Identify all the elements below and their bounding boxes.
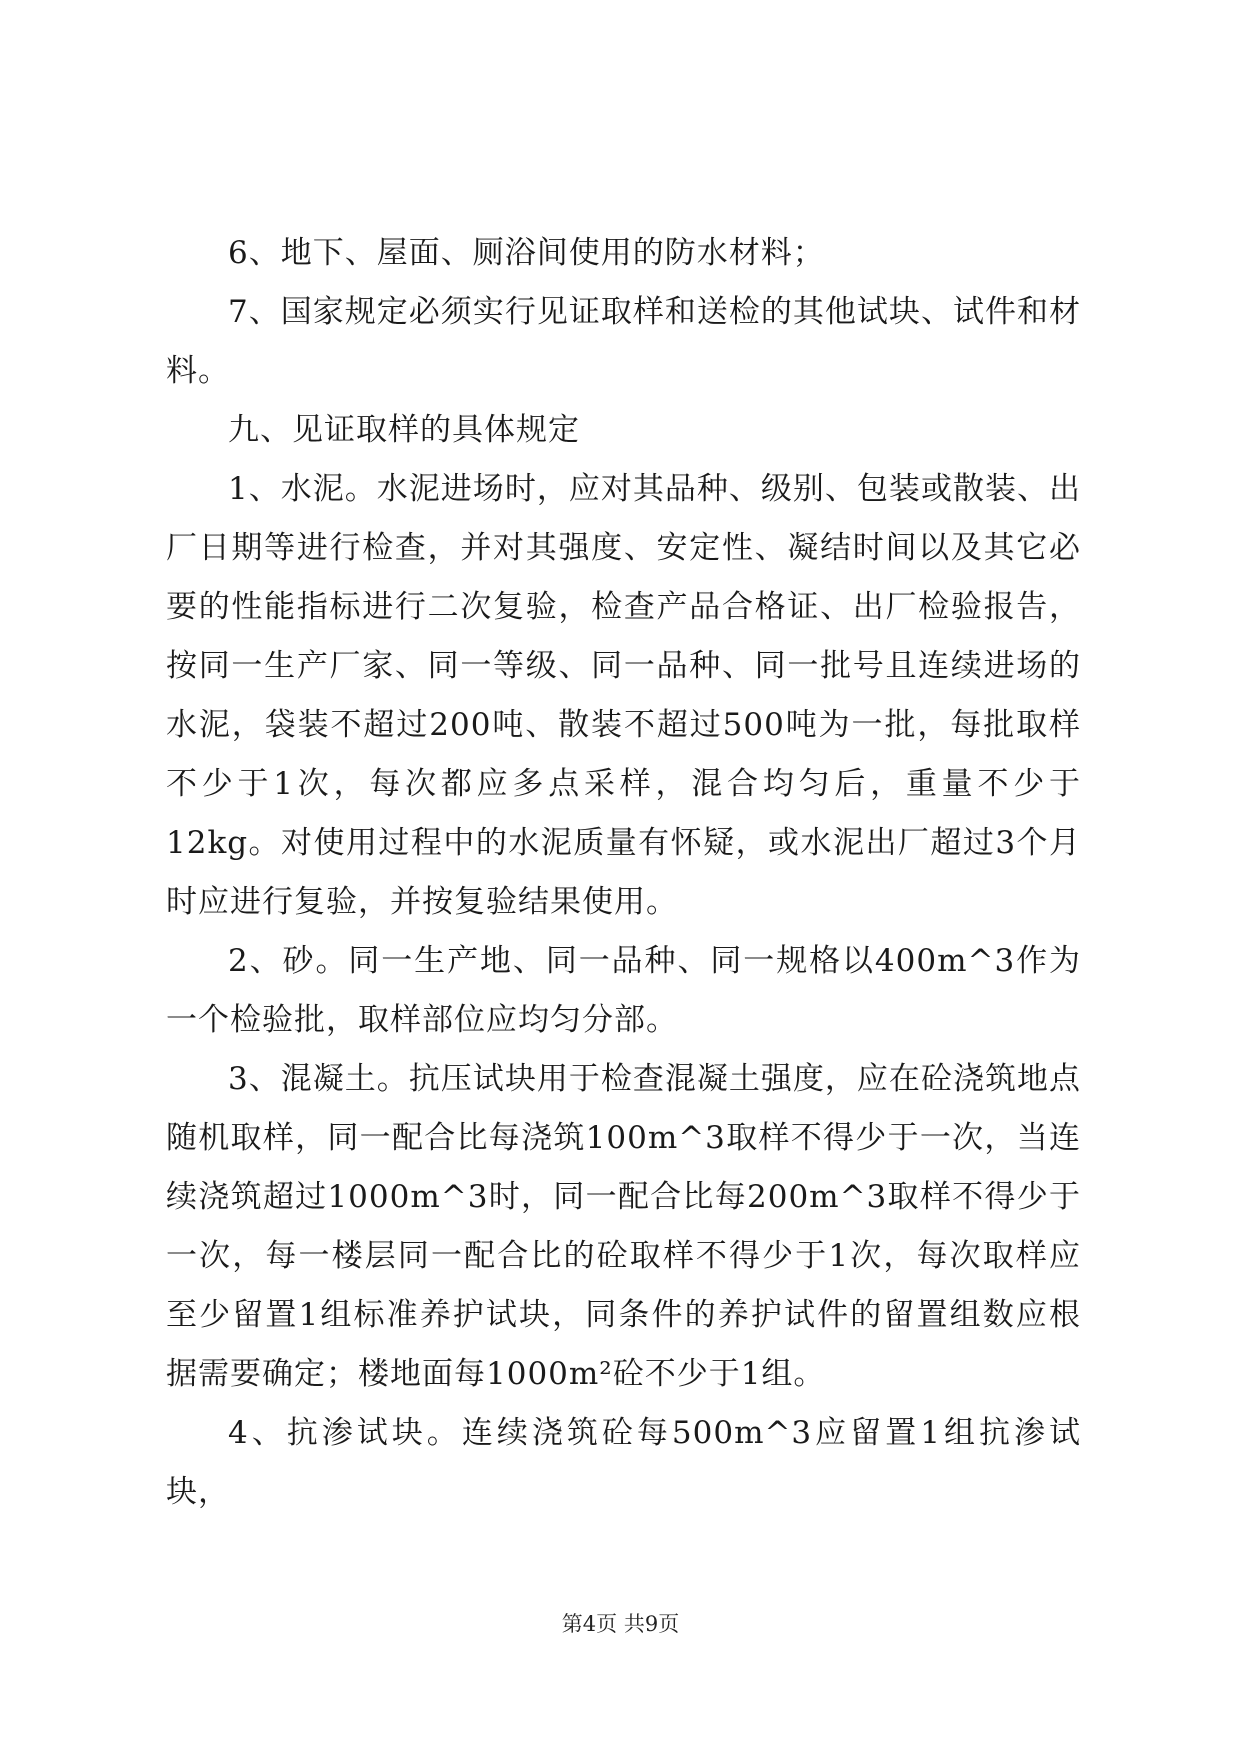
- page-footer: [0, 1610, 1241, 1638]
- paragraph-concrete: 3、混凝土。抗压试块用于检查混凝土强度，应在砼浇筑地点随机取样，同一配合比每浇筑100m^3取样不得少于一次，当连续浇筑超过1000m^3时，同一配合比每200m^3取样不得少于一次，每一楼层同一配合比的砼取样不得少于1次，每次取样应至少留置1组标准养护试块，同条件的养护试件的留置组数应根据需要确定；楼地面每1000m²砼不少于1组。: [166, 1061, 1081, 1392]
- paragraph-sand: 2、砂。同一生产地、同一品种、同一规格以400m^3作为一个检验批，取样部位应均匀分部。: [166, 943, 1081, 1038]
- page-number-label: 第4页 共9页: [561, 1612, 680, 1636]
- paragraph-item-6: 6、地下、屋面、厕浴间使用的防水材料；: [228, 235, 825, 271]
- paragraph-impermeability: 4、抗渗试块。连续浇筑砼每500m^3应留置1组抗渗试块，: [166, 1415, 1081, 1510]
- paragraph-item-7: 7、国家规定必须实行见证取样和送检的其他试块、试件和材料。: [166, 294, 1081, 389]
- section-heading-9: 九、见证取样的具体规定: [228, 412, 580, 448]
- document-body: [166, 224, 1081, 1522]
- paragraph-cement: 1、水泥。水泥进场时，应对其品种、级别、包装或散装、出厂日期等进行检查，并对其强度、安定性、凝结时间以及其它必要的性能指标进行二次复验，检查产品合格证、出厂检验报告，按同一生产厂家、同一等级、同一品种、同一批号且连续进场的水泥，袋装不超过200吨、散装不超过500吨为一批，每批取样不少于1次，每次都应多点采样，混合均匀后，重量不少于12kg。对使用过程中的水泥质量有怀疑，或水泥出厂超过3个月时应进行复验，并按复验结果使用。: [166, 471, 1081, 920]
